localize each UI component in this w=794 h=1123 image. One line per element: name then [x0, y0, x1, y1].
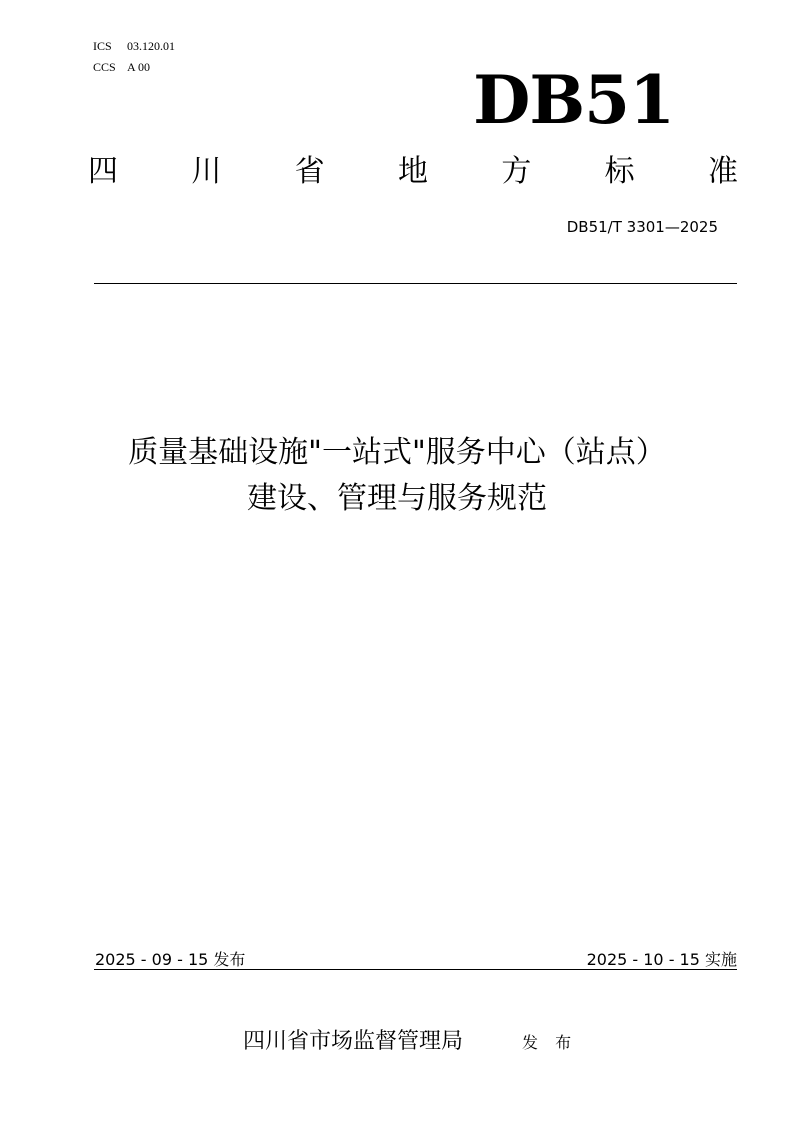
org-char: 地 [397, 154, 428, 189]
ics-label: ICS [93, 39, 112, 53]
ccs-value: A 00 [127, 60, 151, 74]
header-divider [94, 283, 737, 284]
issuing-authority: 四川省市场监督管理局 [243, 1029, 464, 1054]
ics-code [93, 39, 175, 54]
implement-date: 2025 - 10 - 15 实施 [586, 950, 737, 969]
ics-value: 03.120.01 [127, 39, 175, 53]
standard-logo: DB51 [473, 61, 674, 139]
issue-label: 发 布 [522, 1033, 578, 1052]
org-char: 标 [604, 154, 635, 189]
org-char: 准 [707, 154, 738, 189]
standard-org-name [88, 152, 738, 192]
document-title [0, 430, 794, 522]
ccs-label: CCS [93, 60, 116, 74]
footer-divider [94, 969, 737, 970]
org-char: 川 [191, 154, 222, 189]
publish-date: 2025 - 09 - 15 发布 [95, 950, 246, 969]
org-char: 方 [501, 154, 532, 189]
ccs-code [93, 60, 150, 75]
org-char: 省 [294, 154, 325, 189]
title-line-1: 质量基础设施"一站式"服务中心（站点） [128, 435, 666, 470]
title-line-2: 建设、管理与服务规范 [247, 481, 547, 516]
org-char: 四 [88, 154, 118, 189]
document-number: DB51/T 3301—2025 [566, 218, 718, 236]
